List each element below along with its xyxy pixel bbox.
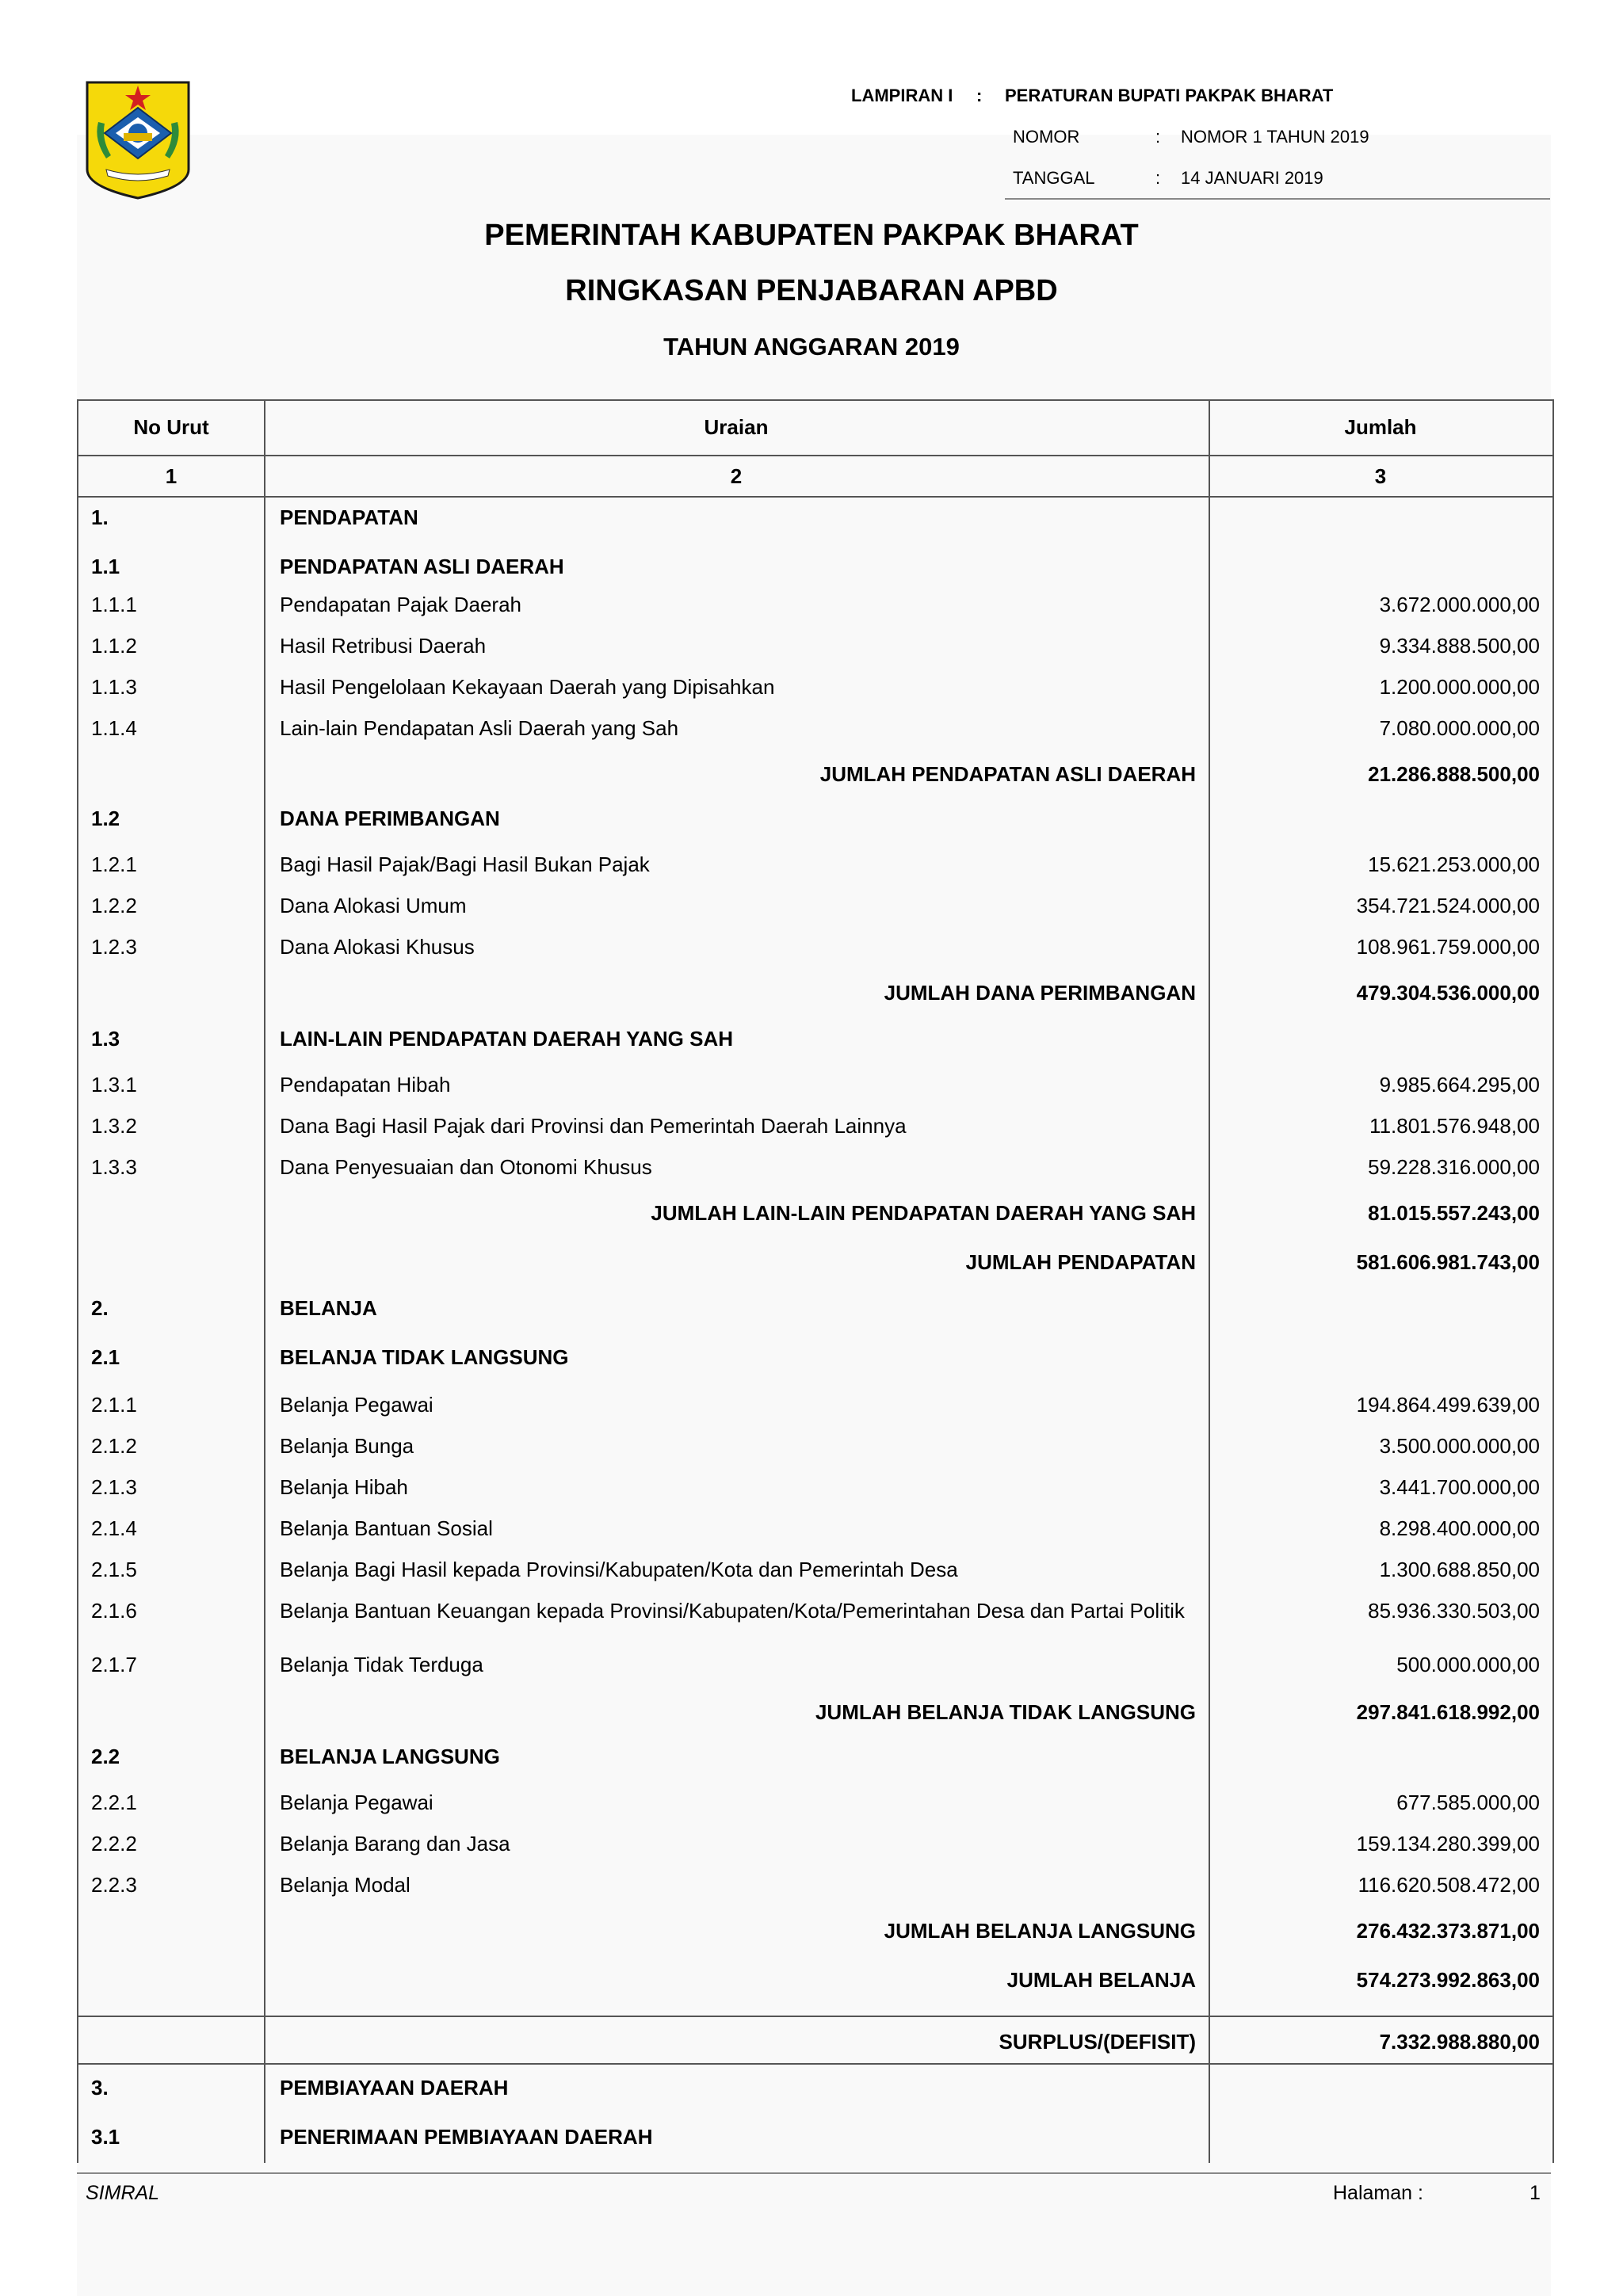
- row-number: 1.3.2: [91, 1114, 137, 1138]
- row-description: BELANJA LANGSUNG: [280, 1745, 500, 1768]
- row-number: 3.: [91, 2076, 109, 2100]
- document-title: PEMERINTAH KABUPATEN PAKPAK BHARAT: [484, 219, 1139, 252]
- row-number: 1.2.3: [91, 935, 137, 959]
- row-number: 1.2: [91, 807, 120, 830]
- row-description: BELANJA TIDAK LANGSUNG: [280, 1345, 569, 1369]
- row-number: 2.2.3: [91, 1873, 137, 1897]
- row-description: Dana Bagi Hasil Pajak dari Provinsi dan Pemerintah Daerah Lainnya: [280, 1114, 907, 1138]
- row-number: 1.3.3: [91, 1155, 137, 1179]
- row-amount: 677.585.000,00: [1396, 1791, 1540, 1814]
- row-description: PENDAPATAN: [280, 505, 418, 529]
- row-total-label: JUMLAH LAIN-LAIN PENDAPATAN DAERAH YANG SAH: [651, 1201, 1196, 1225]
- tanggal-value: 14 JANUARI 2019: [1181, 168, 1323, 188]
- tanggal-sep: :: [1155, 168, 1161, 188]
- row-number: 1.1.4: [91, 716, 137, 740]
- row-description: Hasil Retribusi Daerah: [280, 634, 487, 658]
- row-description: Belanja Pegawai: [280, 1791, 433, 1814]
- row-description: Lain-lain Pendapatan Asli Daerah yang Sah: [280, 716, 679, 740]
- column-divider: [1209, 399, 1210, 2163]
- row-description: Belanja Bunga: [280, 1434, 414, 1458]
- row-description: DANA PERIMBANGAN: [280, 807, 500, 830]
- row-total-label: JUMLAH DANA PERIMBANGAN: [884, 981, 1196, 1005]
- row-number: 1.2.1: [91, 852, 137, 876]
- row-number: 1.1.1: [91, 593, 137, 616]
- row-description: BELANJA: [280, 1296, 377, 1320]
- nomor-label: NOMOR: [1013, 127, 1080, 147]
- col-number-3: 3: [1374, 464, 1387, 488]
- row-amount: 85.936.330.503,00: [1368, 1599, 1540, 1623]
- row-number: 1.1: [91, 555, 120, 578]
- header-no-urut: No Urut: [133, 415, 209, 439]
- row-amount: 574.273.992.863,00: [1356, 1968, 1540, 1992]
- row-description: PENDAPATAN ASLI DAERAH: [280, 555, 564, 578]
- row-amount: 1.200.000.000,00: [1379, 675, 1540, 699]
- row-number: 1.: [91, 505, 109, 529]
- lampiran-sep: :: [976, 86, 983, 105]
- row-amount: 9.985.664.295,00: [1379, 1073, 1540, 1097]
- col-number-2: 2: [730, 464, 743, 488]
- regency-coat-of-arms-icon: [82, 76, 193, 200]
- row-amount: 8.298.400.000,00: [1379, 1516, 1540, 1540]
- col-number-divider-line: [78, 496, 1552, 498]
- row-description: Belanja Barang dan Jasa: [280, 1832, 510, 1855]
- row-description: Belanja Hibah: [280, 1475, 408, 1499]
- row-description: Hasil Pengelolaan Kekayaan Daerah yang Dipisahkan: [280, 675, 775, 699]
- row-amount: 479.304.536.000,00: [1356, 981, 1540, 1005]
- row-total-label: JUMLAH BELANJA LANGSUNG: [884, 1919, 1196, 1943]
- row-description: LAIN-LAIN PENDAPATAN DAERAH YANG SAH: [280, 1027, 734, 1051]
- row-amount: 159.134.280.399,00: [1356, 1832, 1540, 1855]
- row-total-label: SURPLUS/(DEFISIT): [999, 2030, 1196, 2054]
- row-amount: 7.080.000.000,00: [1379, 716, 1540, 740]
- row-total-label: JUMLAH PENDAPATAN: [965, 1250, 1196, 1274]
- row-amount: 297.841.618.992,00: [1356, 1700, 1540, 1724]
- row-amount: 194.864.499.639,00: [1356, 1393, 1540, 1417]
- row-total-label: JUMLAH BELANJA: [1006, 1968, 1196, 1992]
- row-amount: 3.500.000.000,00: [1379, 1434, 1540, 1458]
- row-number: 2.1.7: [91, 1653, 137, 1676]
- row-number: 2.2.2: [91, 1832, 137, 1855]
- nomor-value: NOMOR 1 TAHUN 2019: [1181, 127, 1369, 147]
- row-number: 2.1.6: [91, 1599, 137, 1623]
- header-divider-line: [78, 455, 1552, 456]
- row-amount: 3.672.000.000,00: [1379, 593, 1540, 616]
- row-amount: 116.620.508.472,00: [1358, 1873, 1540, 1897]
- footer-divider: [77, 2172, 1551, 2174]
- row-number: 1.1.2: [91, 634, 137, 658]
- row-description: Pendapatan Hibah: [280, 1073, 451, 1097]
- row-description: Dana Alokasi Khusus: [280, 935, 475, 959]
- footer-page-label: Halaman :: [1333, 2182, 1423, 2204]
- row-total-label: JUMLAH PENDAPATAN ASLI DAERAH: [819, 762, 1196, 786]
- row-number: 2.: [91, 1296, 109, 1320]
- footer-page-number: 1: [1529, 2182, 1541, 2204]
- nomor-row: [1013, 127, 1369, 147]
- row-amount: 15.621.253.000,00: [1368, 852, 1540, 876]
- header-divider: [1005, 198, 1550, 200]
- row-description: Belanja Pegawai: [280, 1393, 433, 1417]
- surplus-top-line: [78, 2016, 1552, 2017]
- row-amount: 3.441.700.000,00: [1379, 1475, 1540, 1499]
- row-amount: 11.801.576.948,00: [1369, 1114, 1540, 1138]
- row-amount: 500.000.000,00: [1396, 1653, 1540, 1676]
- row-number: 1.3.1: [91, 1073, 137, 1097]
- row-number: 1.3: [91, 1027, 120, 1051]
- lampiran-label: LAMPIRAN I: [851, 86, 953, 105]
- row-number: 2.1.2: [91, 1434, 137, 1458]
- row-description: PEMBIAYAAN DAERAH: [280, 2076, 509, 2100]
- row-description: Belanja Modal: [280, 1873, 411, 1897]
- row-description: Belanja Tidak Terduga: [280, 1653, 483, 1676]
- row-number: 2.1: [91, 1345, 120, 1369]
- row-amount: 9.334.888.500,00: [1379, 634, 1540, 658]
- row-number: 1.2.2: [91, 894, 137, 917]
- row-number: 2.2.1: [91, 1791, 137, 1814]
- row-description: Bagi Hasil Pajak/Bagi Hasil Bukan Pajak: [280, 852, 650, 876]
- header-uraian: Uraian: [704, 415, 769, 439]
- lampiran-value: PERATURAN BUPATI PAKPAK BHARAT: [1005, 86, 1334, 105]
- row-number: 2.1.3: [91, 1475, 137, 1499]
- row-description: Belanja Bagi Hasil kepada Provinsi/Kabupaten/Kota dan Pemerintah Desa: [280, 1558, 958, 1581]
- row-amount: 81.015.557.243,00: [1368, 1201, 1540, 1225]
- fiscal-year-title: TAHUN ANGGARAN 2019: [663, 333, 960, 360]
- footer-app-name: SIMRAL: [86, 2182, 160, 2204]
- col-number-1: 1: [165, 464, 178, 488]
- row-description: Dana Penyesuaian dan Otonomi Khusus: [280, 1155, 652, 1179]
- row-description: Pendapatan Pajak Daerah: [280, 593, 522, 616]
- nomor-sep: :: [1155, 127, 1161, 147]
- row-amount: 7.332.988.880,00: [1379, 2030, 1540, 2054]
- row-amount: 354.721.524.000,00: [1356, 894, 1540, 917]
- row-amount: 21.286.888.500,00: [1368, 762, 1540, 786]
- row-amount: 1.300.688.850,00: [1379, 1558, 1540, 1581]
- lampiran-row: [851, 86, 1333, 106]
- row-number: 2.1.4: [91, 1516, 137, 1540]
- header-jumlah: Jumlah: [1344, 415, 1417, 439]
- row-amount: 581.606.981.743,00: [1356, 1250, 1540, 1274]
- budget-table: [77, 399, 1554, 2163]
- column-divider: [264, 399, 265, 2163]
- tanggal-label: TANGGAL: [1013, 168, 1095, 188]
- row-number: 2.1.5: [91, 1558, 137, 1581]
- tanggal-row: [1013, 168, 1323, 189]
- row-description: Belanja Bantuan Sosial: [280, 1516, 493, 1540]
- row-amount: 276.432.373.871,00: [1356, 1919, 1540, 1943]
- row-amount: 59.228.316.000,00: [1368, 1155, 1540, 1179]
- surplus-bottom-line: [78, 2063, 1552, 2065]
- row-number: 2.2: [91, 1745, 120, 1768]
- row-description: Dana Alokasi Umum: [280, 894, 467, 917]
- table-top-border: [78, 399, 1552, 401]
- row-amount: 108.961.759.000,00: [1356, 935, 1540, 959]
- row-number: 2.1.1: [91, 1393, 137, 1417]
- row-description: Belanja Bantuan Keuangan kepada Provinsi/Kabupaten/Kota/Pemerintahan Desa dan Partai Politik: [280, 1599, 1185, 1623]
- row-number: 3.1: [91, 2125, 120, 2149]
- row-description: PENERIMAAN PEMBIAYAAN DAERAH: [280, 2125, 653, 2149]
- row-total-label: JUMLAH BELANJA TIDAK LANGSUNG: [815, 1700, 1196, 1724]
- row-number: 1.1.3: [91, 675, 137, 699]
- document-subtitle: RINGKASAN PENJABARAN APBD: [565, 274, 1058, 307]
